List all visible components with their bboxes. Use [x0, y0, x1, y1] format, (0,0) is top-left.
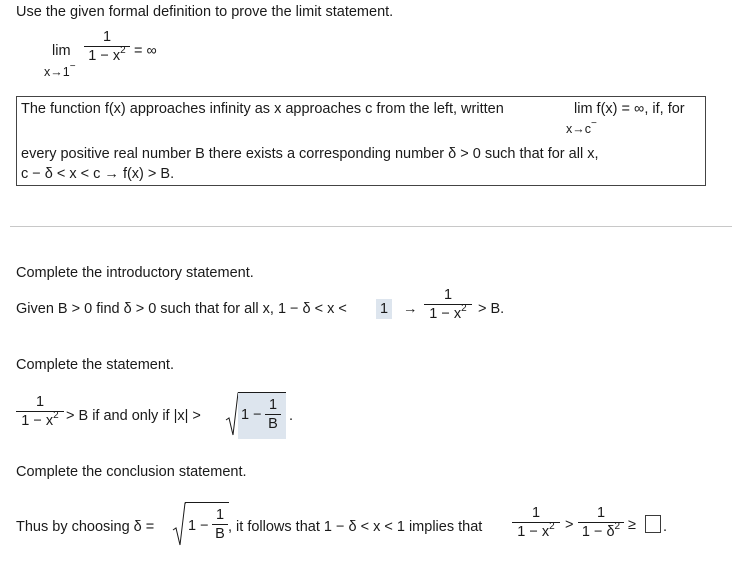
statement-answer-box[interactable]: 1 − 1 B [238, 392, 286, 439]
conclusion-text-before: Thus by choosing δ = [16, 519, 155, 535]
section-divider [10, 226, 732, 227]
limit-subscript: x→1− [44, 61, 76, 79]
limit-fraction-denominator: $1 - x^2$ [88, 45, 126, 64]
statement-heading: Complete the statement. [16, 357, 174, 373]
statement-text: > B if and only if |x| > [66, 408, 201, 424]
definition-line-2: every positive real number B there exists a corresponding number δ > 0 such that for all x, [21, 146, 599, 162]
intro-answer-box[interactable]: 1 [376, 299, 392, 319]
definition-limit-subscript: x→c− [566, 118, 597, 136]
statement-period: . [289, 408, 294, 424]
limit-lim: lim [52, 43, 71, 59]
intro-arrow: → [403, 301, 418, 317]
instruction-text: Use the given formal definition to prove the limit statement. [16, 4, 394, 20]
limit-fraction [84, 29, 130, 64]
intro-heading: Complete the introductory statement. [16, 265, 254, 281]
conclusion-heading: Complete the conclusion statement. [16, 464, 247, 480]
definition-line-1: The function f(x) approaches infinity as x approaches c from the left, written [21, 101, 504, 117]
statement-fraction: 1 $1 - x^2$ [16, 394, 64, 429]
definition-limit-expression: lim f(x) = ∞, if, for [574, 101, 685, 117]
intro-fraction: 1 $1 - x^2$ [424, 287, 472, 322]
limit-fraction-numerator: 1 [102, 29, 112, 45]
definition-line-3: c − δ < x < c → f(x) > B. [21, 166, 175, 182]
limit-equals-infinity: = ∞ [134, 43, 157, 59]
conclusion-fraction-2: 1 $1 - \delta^2$ [578, 505, 624, 540]
conclusion-answer[interactable]: 1 − 1 B [185, 502, 229, 549]
conclusion-period: . [663, 519, 668, 535]
statement-sqrt-icon [225, 392, 239, 438]
conclusion-fraction-1: 1 $1 - x^2$ [512, 505, 560, 540]
conclusion-empty-answer-box[interactable] [645, 515, 661, 533]
intro-text-after: > B. [478, 301, 505, 317]
conclusion-greater-equal: ≥ [628, 517, 636, 533]
conclusion-sqrt-icon [172, 502, 186, 548]
conclusion-greater-than: > [565, 517, 574, 533]
conclusion-text-mid: , it follows that 1 − δ < x < 1 implies that [228, 519, 483, 535]
intro-text: Given B > 0 find δ > 0 such that for all x, 1 − δ < x < [16, 301, 347, 317]
